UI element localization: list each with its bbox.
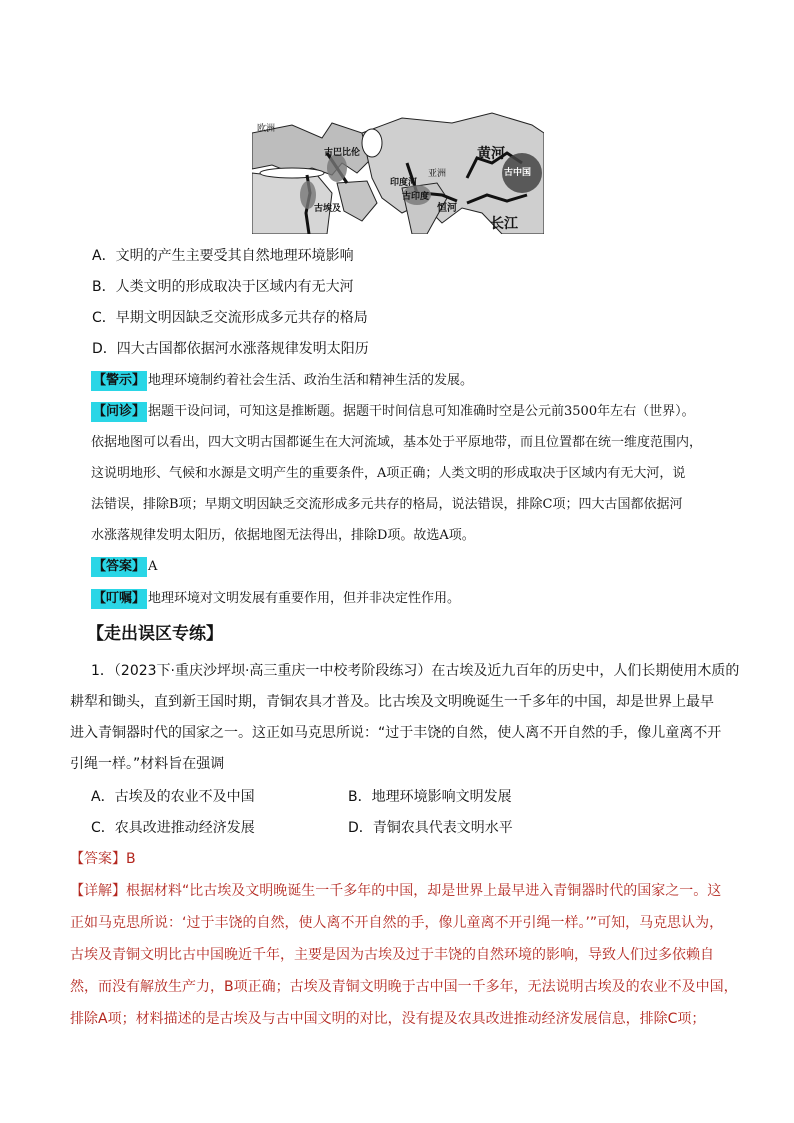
map-label-ancient-babylon: 古巴比伦 (324, 148, 361, 158)
map-caspian-sea (362, 129, 382, 157)
q1-option-b: B．地理环境影响文明发展 (348, 789, 512, 805)
q1-stem-line-3: 进入青铜器时代的国家之一。这正如马克思所说：“过于丰饶的自然，使人离不开自然的手，像儿童离不开 (70, 725, 722, 741)
reminder-text: 地理环境对文明发展有重要作用，但并非决定性作用。 (148, 591, 461, 606)
answer-tag: 【答案】 (91, 557, 147, 577)
q0-diagnosis-line-4: 法错误，排除B项；早期文明因缺乏交流形成多元共存的格局，说法错误，排除C项；四大古国都依据河 (91, 497, 683, 512)
map-label-ganges: 恒河 (437, 203, 457, 214)
q0-option-a: A．文明的产生主要受其自然地理环境影响 (92, 248, 354, 264)
map-label-ancient-india: 古印度 (402, 192, 430, 202)
q0-diagnosis-line-3: 这说明地形、气候和水源是文明产生的重要条件，A项正确；人类文明的形成取决于区域内有无大河，说 (91, 466, 686, 481)
q1-detail-line-3: 古埃及青铜文明比古中国晚近千年，主要是因为古埃及过于丰饶的自然环境的影响，导致人们过多依赖自 (70, 947, 714, 963)
q1-option-c: C．农具改进推动经济发展 (91, 820, 255, 836)
q1-detail-line-5: 排除A项；材料描述的是古埃及与古中国文明的对比，没有提及农具改进推动经济发展信息，排除C项； (70, 1011, 706, 1027)
map-ancient-babylon-region (327, 154, 347, 182)
q1-detail-line-2: 正如马克思所说：‘过于丰饶的自然，使人离不开自然的手，像儿童离不开引绳一样。’”可知，马克思认为， (70, 915, 724, 931)
q1-detail-line-1: 【详解】根据材料“比古埃及文明晚诞生一千多年的中国，却是世界上最早进入青铜器时代的国家之一。这 (70, 883, 722, 899)
four-civilizations-map (252, 103, 544, 234)
answer-value: A (148, 559, 158, 574)
map-label-yangtze: 长江 (490, 216, 518, 232)
q0-option-c: C．早期文明因缺乏交流形成多元共存的格局 (92, 310, 368, 326)
q0-diagnosis-line-5: 水涨落规律发明太阳历，依据地图无法得出，排除D项。故选A项。 (91, 528, 475, 543)
map-label-indus: 印度河 (390, 178, 418, 188)
reminder-tag: 【叮嘱】 (91, 589, 147, 609)
q0-warning (91, 371, 473, 391)
q1-answer: 【答案】B (70, 851, 136, 867)
q0-diagnosis-line-1 (91, 402, 695, 422)
diagnosis-text-1: 据题干设问词，可知这是推断题。据题干时间信息可知准确时空是公元前3500年左右（世界）。 (148, 404, 695, 419)
map-label-europe: 欧洲 (257, 124, 276, 134)
warning-text: 地理环境制约着社会生活、政治生活和精神生活的发展。 (148, 373, 474, 388)
q1-option-a: A．古埃及的农业不及中国 (91, 789, 255, 805)
diagnosis-tag: 【问诊】 (91, 402, 147, 422)
q0-option-b: B．人类文明的形成取决于区域内有无大河 (92, 279, 354, 295)
q1-stem-line-1: 1．（2023下·重庆沙坪坝·高三重庆一中校考阶段练习）在古埃及近九百年的历史中，人们长期使用木质的 (91, 663, 740, 679)
warning-tag: 【警示】 (91, 371, 147, 391)
map-label-ancient-china: 古中国 (504, 168, 532, 178)
map-label-asia: 亚洲 (428, 169, 447, 179)
q1-stem-line-4: 引绳一样。”材料旨在强调 (70, 756, 225, 772)
section-title: 【走出误区专练】 (87, 624, 223, 644)
q0-answer (91, 557, 157, 577)
q1-detail-line-4: 然，而没有解放生产力，B项正确；古埃及青铜文明晚于古中国一千多年，无法说明古埃及的农业不及中国， (70, 979, 738, 995)
map-mediterranean (260, 168, 324, 178)
q0-diagnosis-line-2: 依据地图可以看出，四大文明古国都诞生在大河流域，基本处于平原地带，而且位置都在统一维度范围内， (91, 435, 703, 450)
map-label-ancient-egypt: 古埃及 (314, 204, 342, 214)
map-label-yellow-river: 黄河 (477, 146, 505, 162)
q0-reminder (91, 589, 460, 609)
q1-stem-line-2: 耕犁和锄头，直到新王国时期，青铜农具才普及。比古埃及文明晚诞生一千多年的中国，却是世界上最早 (70, 694, 714, 710)
q1-option-d: D．青铜农具代表文明水平 (348, 820, 513, 836)
q0-option-d: D．四大古国都依据河水涨落规律发明太阳历 (92, 341, 369, 357)
